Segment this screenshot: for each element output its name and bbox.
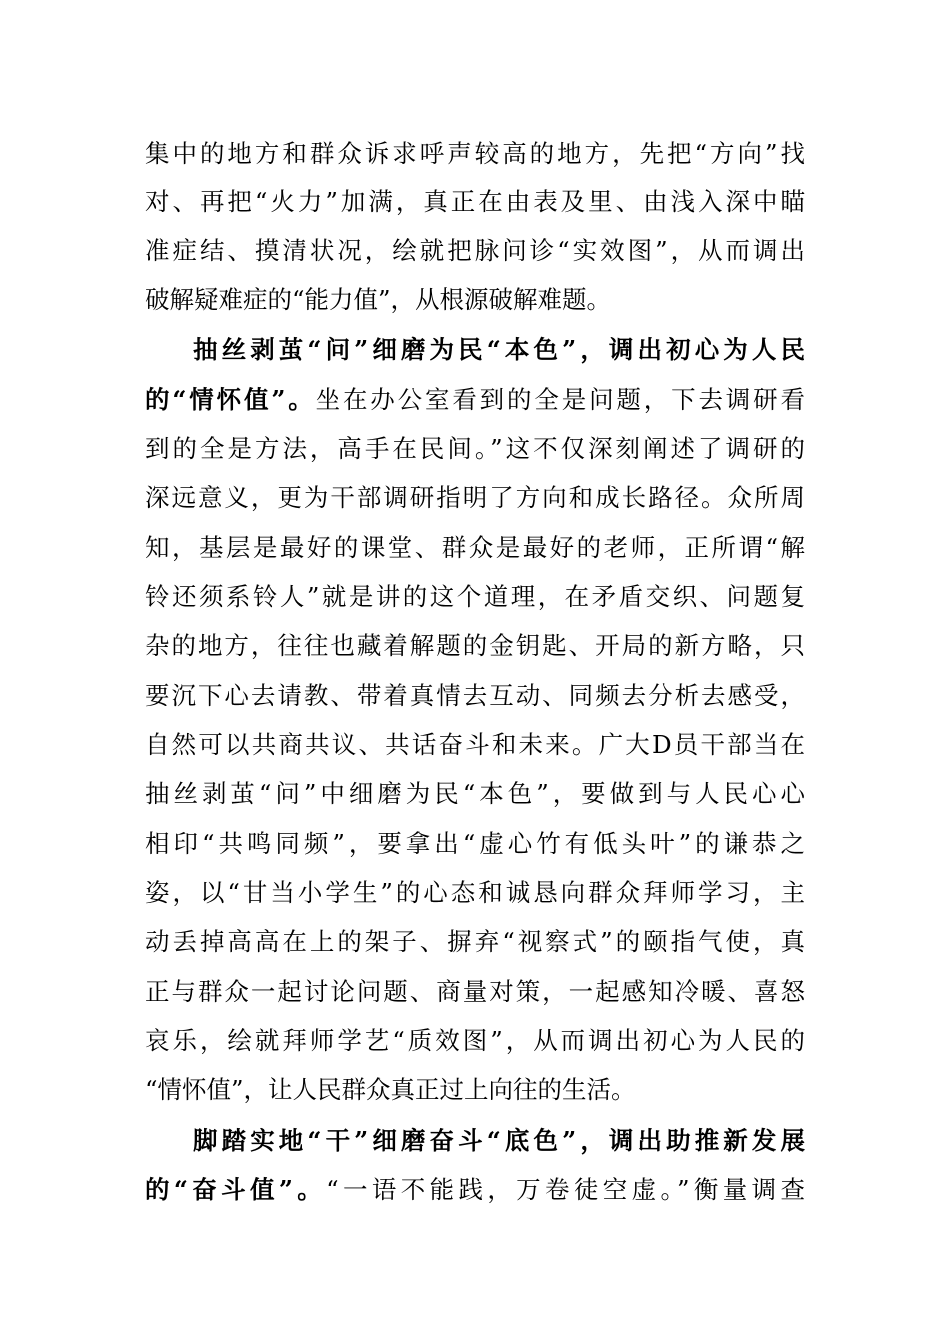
text-line (145, 528, 805, 568)
text-line (145, 725, 805, 765)
text-line (145, 577, 805, 617)
line-text: 铃还须系铃人”就是讲的这个道理，在矛盾交织、问题复 (145, 582, 805, 611)
heading-text: 脚踏实地“干”细磨奋斗“底色”，调出助推新发展 (193, 1126, 805, 1155)
text-line (145, 231, 805, 271)
text-line (145, 280, 805, 320)
text-line (145, 972, 805, 1012)
text-line (145, 1170, 805, 1210)
line-text: 破解疑难症的“能力值”，从根源破解难题。 (145, 285, 612, 314)
heading-text: 抽丝剥茧“问”细磨为民“本色”，调出初心为人民 (193, 335, 805, 364)
heading-text: 的“情怀值”。 (145, 385, 316, 414)
line-text: 到的全是方法，高手在民间。”这不仅深刻阐述了调研的 (145, 434, 805, 463)
line-text: 杂的地方，往往也藏着解题的金钥匙、开局的新方略，只 (145, 631, 805, 660)
line-text: 坐在办公室看到的全是问题，下去调研看 (315, 385, 805, 414)
text-line (145, 478, 805, 518)
text-line (145, 873, 805, 913)
text-line (145, 380, 805, 420)
line-text: 要沉下心去请教、带着真情去互动、同频去分析去感受， (145, 681, 805, 710)
line-text: 对、再把“火力”加满，真正在由表及里、由浅入深中瞄 (145, 187, 805, 216)
text-line (145, 922, 805, 962)
line-text: 深远意义，更为干部调研指明了方向和成长路径。众所周 (145, 483, 805, 512)
line-text: “一语不能践，万卷徒空虚。”衡量调查 (326, 1175, 805, 1204)
line-text: 抽丝剥茧“问”中细磨为民“本色”，要做到与人民心心 (145, 779, 805, 808)
text-line (145, 182, 805, 222)
line-text: 动丢掉高高在上的架子、摒弃“视察式”的颐指气使，真 (145, 927, 805, 956)
line-text: “情怀值”，让人民群众真正过上向往的生活。 (145, 1075, 636, 1104)
line-text: 自然可以共商共议、共话奋斗和未来。广大D员干部当在 (145, 730, 805, 759)
line-text: 哀乐，绘就拜师学艺“质效图”，从而调出初心为人民的 (145, 1026, 805, 1055)
line-text: 集中的地方和群众诉求呼声较高的地方，先把“方向”找 (145, 139, 805, 168)
line-text: 知，基层是最好的课堂、群众是最好的老师，正所谓“解 (145, 533, 805, 562)
text-line (145, 824, 805, 864)
section-heading-line (193, 330, 805, 370)
line-text: 准症结、摸清状况，绘就把脉问诊“实效图”，从而调出 (145, 236, 805, 265)
heading-text: 的“奋斗值”。 (145, 1175, 327, 1204)
section-heading-line (193, 1121, 805, 1161)
text-line (145, 1070, 805, 1110)
text-line (145, 676, 805, 716)
line-text: 正与群众一起讨论问题、商量对策，一起感知冷暖、喜怒 (145, 977, 805, 1006)
line-text: 姿，以“甘当小学生”的心态和诚恳向群众拜师学习，主 (145, 878, 805, 907)
text-line (145, 626, 805, 666)
line-text: 相印“共鸣同频”，要拿出“虚心竹有低头叶”的谦恭之 (145, 829, 805, 858)
text-line (145, 774, 805, 814)
text-line (145, 134, 805, 174)
text-line (145, 1021, 805, 1061)
text-line (145, 429, 805, 469)
